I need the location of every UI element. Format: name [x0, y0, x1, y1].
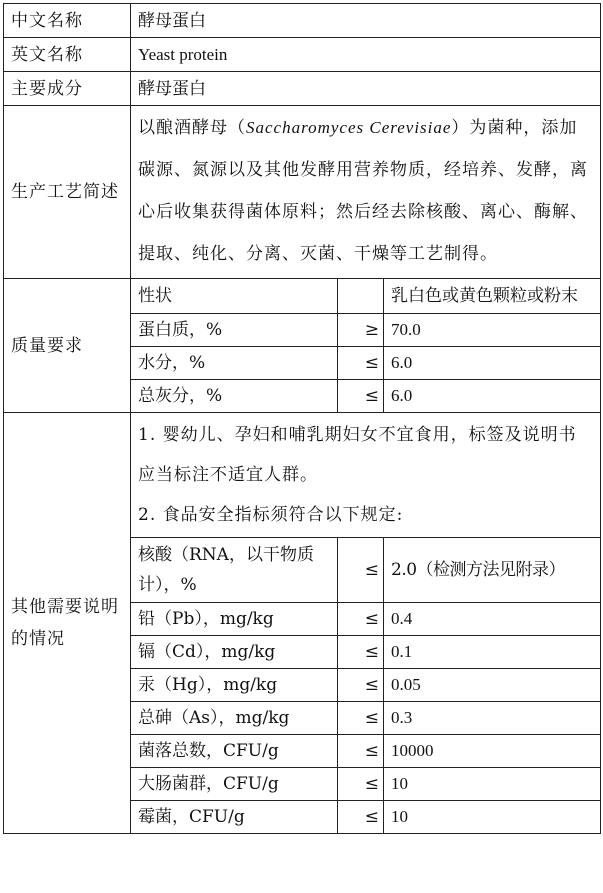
quality-row-appearance	[4, 279, 601, 314]
quality-item-value: 乳白色或黄色颗粒或粉末	[384, 279, 601, 314]
safety-item-operator: ≤	[338, 538, 384, 603]
main-component-label: 主要成分	[4, 72, 131, 106]
row-en-name	[4, 38, 601, 72]
row-process	[4, 106, 601, 279]
quality-item-operator: ≥	[338, 314, 384, 347]
quality-item-value: 70.0	[384, 314, 601, 347]
safety-item-value: 0.4	[384, 603, 601, 636]
note-1: 1. 婴幼儿、孕妇和哺乳期妇女不宜食用，标签及说明书应当标注不适宜人群。	[138, 425, 577, 485]
safety-item-value: 0.05	[384, 669, 601, 702]
spec-table	[3, 3, 601, 834]
safety-item-name: 汞（Hg），mg/kg	[131, 669, 338, 702]
quality-item-value: 6.0	[384, 380, 601, 413]
quality-item-operator: ≤	[338, 380, 384, 413]
safety-item-name: 镉（Cd），mg/kg	[131, 636, 338, 669]
safety-item-value: 0.1	[384, 636, 601, 669]
note-2: 2. 食品安全指标须符合以下规定:	[138, 505, 404, 525]
row-main-component	[4, 72, 601, 106]
spec-document	[3, 3, 600, 834]
row-cn-name	[4, 4, 601, 38]
safety-item-operator: ≤	[338, 768, 384, 801]
safety-item-value: 10	[384, 768, 601, 801]
other-notes-row	[4, 413, 601, 538]
en-name-label: 英文名称	[4, 38, 131, 72]
safety-item-operator: ≤	[338, 801, 384, 834]
process-description	[131, 106, 601, 279]
quality-item-operator: ≤	[338, 347, 384, 380]
safety-item-value: 2.0（检测方法见附录）	[384, 538, 601, 603]
process-latin-name: Saccharomyces Cerevisiae	[246, 118, 452, 137]
en-name-value: Yeast protein	[131, 38, 601, 72]
quality-item-operator	[338, 279, 384, 314]
safety-item-operator: ≤	[338, 636, 384, 669]
safety-item-value: 10000	[384, 735, 601, 768]
quality-label: 质量要求	[4, 279, 131, 413]
safety-item-name: 铅（Pb），mg/kg	[131, 603, 338, 636]
safety-item-name: 核酸（RNA，以干物质计），%	[131, 538, 338, 603]
process-text-before: 以酿酒酵母（	[138, 118, 246, 138]
other-label: 其他需要说明的情况	[4, 413, 131, 834]
quality-item-name: 蛋白质，%	[131, 314, 338, 347]
quality-item-value: 6.0	[384, 347, 601, 380]
safety-item-name: 大肠菌群，CFU/g	[131, 768, 338, 801]
main-component-value: 酵母蛋白	[131, 72, 601, 106]
safety-item-operator: ≤	[338, 603, 384, 636]
safety-item-name: 霉菌，CFU/g	[131, 801, 338, 834]
cn-name-value: 酵母蛋白	[131, 4, 601, 38]
quality-item-name: 总灰分，%	[131, 380, 338, 413]
safety-item-operator: ≤	[338, 735, 384, 768]
process-label: 生产工艺简述	[4, 106, 131, 279]
cn-name-label: 中文名称	[4, 4, 131, 38]
safety-item-operator: ≤	[338, 702, 384, 735]
quality-item-name: 性状	[131, 279, 338, 314]
safety-item-value: 10	[384, 801, 601, 834]
process-text-after: ）为菌种，添加碳源、氮源以及其他发酵用营养物质，经培养、发酵，离心后收集获得菌体原料；然后经去除核酸、离心、酶解、提取、纯化、分离、灭菌、干燥等工艺制得。	[138, 118, 588, 264]
other-notes	[131, 413, 601, 538]
safety-item-operator: ≤	[338, 669, 384, 702]
safety-item-name: 菌落总数，CFU/g	[131, 735, 338, 768]
quality-item-name: 水分，%	[131, 347, 338, 380]
safety-item-name: 总砷（As），mg/kg	[131, 702, 338, 735]
safety-item-value: 0.3	[384, 702, 601, 735]
